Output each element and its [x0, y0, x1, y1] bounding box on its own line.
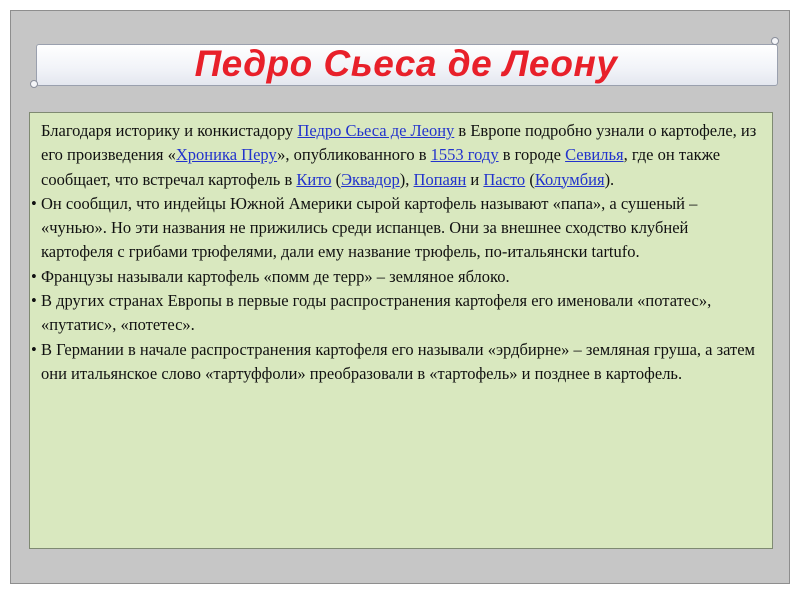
slide-title: Педро Сьеса де Леону: [194, 43, 618, 84]
link-pedro-cieza[interactable]: Педро Сьеса де Леону: [297, 121, 455, 140]
bullet-item: • Французы называли картофель «помм де терр» – земляное яблоко.: [32, 265, 764, 289]
intro-text: и: [466, 169, 484, 189]
intro-text: Благодаря историку и конкистадору: [41, 121, 298, 140]
link-pasto[interactable]: Пасто: [483, 169, 526, 189]
intro-text: в Европе подробно узнали о картофеле, из его произведения «: [41, 121, 757, 165]
bullet-item: • Он сообщил, что индейцы Южной Америки сырой картофель называют «папа», а сушеный – «чунью». Но эти названия не прижились среди испанцев. Они за внешнее сходство клубней картофеля с грибами трюфелями, дали ему название трюфель, по-итальянски tartufo.: [32, 192, 764, 265]
intro-paragraph: [32, 119, 764, 192]
link-chronicle-peru[interactable]: Хроника Перу: [175, 145, 278, 165]
intro-text: , где он также сообщает, что встречал картофель в: [41, 145, 721, 189]
link-year-1553[interactable]: 1553 году: [430, 145, 499, 165]
intro-text: в городе: [498, 145, 566, 165]
intro-text: », опубликованного в: [277, 145, 431, 165]
intro-text: (: [331, 169, 342, 189]
bullet-item: • В Германии в начале распространения картофеля его называли «эрдбирне» – земляная груша, а затем они итальянское слово «тартуффоли» преобразовали в «тартофель» и позднее в картофель.: [32, 338, 764, 387]
link-quito[interactable]: Кито: [296, 169, 332, 189]
link-ecuador[interactable]: Эквадор: [341, 169, 400, 189]
link-popayan[interactable]: Попаян: [413, 169, 467, 189]
bullet-item: • В других странах Европы в первые годы распространения картофеля его именовали «потатес», «путатис», «потетес».: [32, 289, 764, 338]
intro-text: ),: [399, 169, 414, 189]
intro-text: ).: [604, 169, 615, 189]
content-box: [29, 112, 773, 549]
intro-text: (: [525, 169, 535, 189]
link-colombia[interactable]: Колумбия: [534, 169, 605, 189]
link-seville[interactable]: Севилья: [565, 145, 624, 165]
